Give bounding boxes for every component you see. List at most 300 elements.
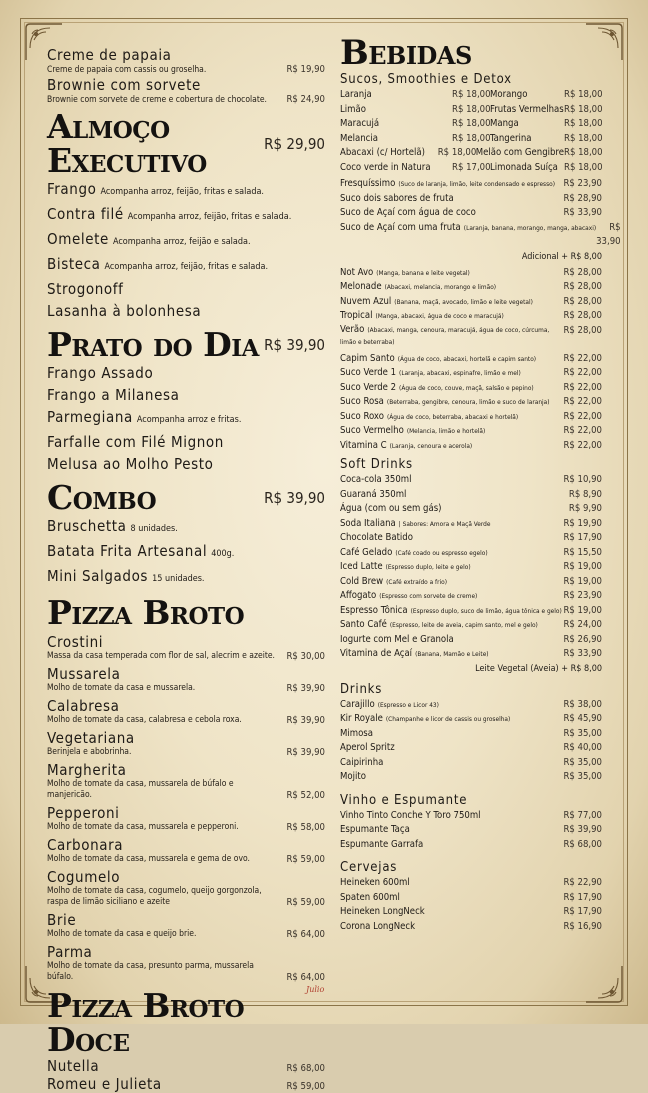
pizza-desc: Molho de tomate da casa e queijo brie. — [47, 929, 197, 939]
smoothie-item — [340, 266, 602, 281]
drink-item-name: Espumante Taça — [340, 824, 410, 835]
drink-item-cell — [340, 741, 560, 756]
right-column — [340, 33, 621, 934]
drink-item-cell — [340, 502, 560, 517]
pizza-section — [47, 593, 325, 983]
menu-item — [47, 278, 325, 300]
drink-item-name: Vitamina de Açaí — [340, 648, 413, 659]
juice-name: Frutas Vermelhas — [490, 103, 564, 115]
drink-item-cell — [340, 352, 560, 367]
juice-price: R$ 18,00 — [564, 132, 603, 144]
vinho-section — [340, 793, 602, 853]
juice-price: R$ 17,00 — [452, 161, 491, 173]
juice-cell — [490, 103, 602, 118]
juice-cell — [340, 132, 490, 147]
pizza-name: Parma — [47, 943, 93, 961]
section-header — [47, 325, 325, 364]
drink-item — [340, 770, 602, 785]
pizza-row — [47, 747, 325, 758]
drink-item-name: Café Gelado — [340, 546, 393, 558]
drink-item-desc: (Espresso duplo, suco de limão, água tônica e gelo) — [410, 606, 562, 615]
drink-item-price: R$ 22,90 — [563, 877, 602, 888]
menu-item-name: Contra filé — [47, 205, 124, 223]
juice-name: Coco verde in Natura — [340, 161, 431, 173]
drink-item-price: R$ 8,90 — [568, 488, 602, 500]
juice-name: Melão com Gengibre — [475, 147, 564, 158]
menu-item-row — [47, 64, 325, 76]
drink-item-name: Iogurte com Mel e Granola — [340, 633, 454, 645]
pizza-desc: Molho de tomate da casa, mussarela e pepperoni. — [47, 822, 239, 832]
drink-item — [340, 876, 602, 891]
drink-item — [340, 838, 602, 853]
detox-item — [340, 395, 602, 410]
drink-item — [340, 809, 602, 824]
drink-item-price: R$ 68,00 — [563, 838, 602, 850]
drink-item-price: R$ 19,90 — [563, 517, 602, 529]
drink-item-price: R$ 28,00 — [563, 295, 602, 307]
drink-item-desc: (Espresso duplo, leite e gelo) — [385, 563, 471, 571]
drink-item-desc: (Laranja, banana, morango, manga, abacaxi) — [463, 223, 597, 232]
pizza-price: R$ 39,90 — [286, 715, 325, 726]
pizza-desc: Molho de tomate da casa, mussarela e gema de ovo. — [47, 854, 250, 864]
drink-item-name: Aperol Spritz — [340, 742, 395, 753]
menu-item-name: Batata Frita Artesanal — [47, 542, 208, 560]
add-on-note: Adicional + R$ 8,00 — [521, 251, 602, 262]
dessert-pizza-name: Nutella — [47, 1057, 100, 1075]
menu-item-price: R$ 19,90 — [286, 64, 325, 75]
juice-name: Maracujá — [340, 118, 380, 129]
subsection-title: Sucos, Smoothies e Detox — [340, 72, 512, 87]
drink-item-cell — [340, 905, 560, 920]
menu-item-name: Lasanha à bolonhesa — [47, 302, 202, 320]
section-price: R$ 29,90 — [264, 135, 325, 153]
drink-item-cell — [340, 698, 560, 713]
soft-section — [340, 457, 602, 676]
drink-item-price: R$ 35,00 — [563, 771, 602, 782]
section-title: Pizza Broto — [47, 593, 245, 632]
juice-cell — [490, 161, 602, 176]
drink-item-price: R$ 17,90 — [563, 532, 602, 543]
pizza-name: Mussarela — [47, 665, 121, 683]
drink-item-name: Heineken LongNeck — [340, 906, 425, 917]
menu-item-desc: 8 unidades. — [130, 524, 178, 534]
menu-item-name: Frango a Milanesa — [47, 386, 180, 404]
drink-item-cell — [340, 424, 560, 439]
drink-item-cell — [340, 280, 560, 295]
drink-item — [340, 546, 602, 561]
pizza-row — [47, 929, 325, 940]
menu-item-desc: Acompanha arroz, feijão, fritas e salada. — [104, 262, 269, 272]
detox-item — [340, 381, 602, 396]
pizza-name: Calabresa — [47, 697, 120, 715]
menu-item — [47, 406, 325, 431]
drink-item-name: Água (com ou sem gás) — [340, 503, 442, 514]
drink-item-cell — [340, 531, 560, 546]
pizza-row — [47, 715, 325, 726]
drink-item-cell — [340, 517, 560, 532]
juice-list — [340, 177, 621, 264]
juice-price: R$ 18,00 — [564, 147, 603, 158]
drink-item-price: R$ 19,00 — [563, 575, 602, 587]
pizza-desc: Molho de tomate da casa, cogumelo, queijo gorgonzola, raspa de limão siciliano e azeite — [47, 886, 262, 907]
juice-cell — [490, 117, 602, 132]
drink-item-desc: (Champanhe e licor de cassis ou groselha) — [385, 715, 511, 723]
drink-item-name: Spaten 600ml — [340, 891, 400, 903]
pizza-price: R$ 52,00 — [286, 790, 325, 801]
juice-cell — [476, 146, 602, 161]
juice-pair-row — [340, 88, 602, 103]
drink-item-cell — [340, 823, 560, 838]
drink-item-name: Fresquíssimo — [340, 178, 396, 189]
drinks-title: Bebidas — [340, 33, 472, 73]
pizza-row — [47, 886, 325, 908]
drink-item — [340, 177, 602, 192]
pizza-desc: Molho de tomate da casa, mussarela de búfalo e manjericão. — [47, 779, 234, 800]
drink-item-name: Soda Italiana — [340, 517, 396, 529]
pizza-name: Pepperoni — [47, 804, 120, 822]
drink-item-name: Suco Rosa — [340, 396, 384, 407]
detox-item — [340, 366, 602, 381]
drink-item-price: R$ 17,90 — [563, 906, 602, 917]
drink-item-name: Suco de Açaí com uma fruta — [340, 221, 461, 233]
drink-item-price: R$ 28,00 — [563, 281, 602, 292]
section-title: Combo — [47, 478, 157, 517]
drink-item-desc: (Abacaxi, manga, cenoura, maracujá, água de coco, cúrcuma, limão e beterraba) — [340, 325, 550, 346]
drink-item-desc: (Melancia, limão e hortelã) — [406, 427, 486, 435]
drink-item-price: R$ 22,00 — [563, 396, 602, 407]
drink-item — [340, 575, 602, 590]
pizza-desc: Molho de tomate da casa e mussarela. — [47, 683, 196, 693]
menu-item-name: Bruschetta — [47, 517, 127, 535]
drink-item-name: Chocolate Batido — [340, 532, 413, 543]
pizza-price: R$ 39,90 — [286, 747, 325, 758]
drink-item-name: Caipirinha — [340, 756, 384, 768]
drink-item-name: Not Avo — [340, 266, 374, 278]
drink-item-price: R$ 38,00 — [563, 698, 602, 710]
detox-item — [340, 424, 602, 439]
drink-item — [340, 488, 602, 503]
juice-name: Abacaxi (c/ Hortelã) — [340, 147, 425, 158]
menu-item-name: Omelete — [47, 230, 109, 248]
menu-item-row — [47, 94, 325, 106]
dessert-pizza-name: Romeu e Julieta — [47, 1075, 162, 1093]
drink-item-price: R$ 22,00 — [563, 425, 602, 436]
drink-item-name: Guaraná 350ml — [340, 488, 407, 500]
drink-item-desc: (Banana, Mamão e Leite) — [415, 650, 489, 658]
menu-item-price: R$ 24,90 — [286, 94, 325, 105]
drink-item-desc: (Espresso com sorvete de creme) — [379, 592, 478, 600]
pizza-desc: Molho de tomate da casa, presunto parma, mussarela búfalo. — [47, 961, 254, 982]
drink-item-price: R$ 33,90 — [596, 221, 621, 247]
juice-cell — [340, 103, 490, 118]
juice-price: R$ 18,00 — [564, 103, 603, 115]
pizza-price: R$ 30,00 — [286, 651, 325, 662]
juice-price: R$ 18,00 — [452, 132, 491, 144]
section-header — [47, 107, 325, 180]
drink-item-price: R$ 24,00 — [563, 619, 602, 630]
drink-item-name: Tropical — [340, 310, 373, 321]
drink-item-cell — [340, 809, 560, 824]
menu-item-name: Creme de papaia — [47, 46, 172, 64]
left-column — [47, 46, 325, 1093]
menu-item-name: Strogonoff — [47, 280, 124, 298]
drink-item — [340, 618, 602, 633]
juice-name: Laranja — [340, 89, 372, 100]
drink-item — [340, 502, 602, 517]
menu-item-name: Frango — [47, 180, 97, 198]
drink-item-price: R$ 28,00 — [563, 266, 602, 278]
pizza-row — [47, 779, 325, 801]
drink-item-cell — [340, 192, 560, 207]
juice-cell — [340, 161, 490, 176]
drink-item-cell — [340, 876, 560, 891]
drink-item-name: Suco Verde 2 — [340, 381, 397, 393]
drink-item — [340, 221, 621, 250]
prato-section — [47, 325, 325, 475]
menu-item-desc: Acompanha arroz, feijão e salada. — [112, 237, 251, 247]
drink-item-name: Vitamina C — [340, 439, 387, 451]
drink-item — [340, 206, 602, 221]
drink-item-name: Suco Vermelho — [340, 425, 404, 436]
drink-item-name: Coca-cola 350ml — [340, 474, 412, 485]
drink-item-desc: (Espresso e Licor 43) — [377, 700, 439, 709]
drink-item-price: R$ 28,90 — [563, 192, 602, 204]
pizza-price: R$ 59,00 — [286, 854, 325, 865]
drink-item-price: R$ 22,00 — [563, 381, 602, 393]
drink-item-name: Verão — [340, 323, 365, 335]
drink-item — [340, 698, 602, 713]
menu-item — [47, 178, 325, 203]
juice-cell — [490, 132, 602, 147]
drink-item-price: R$ 16,90 — [563, 920, 602, 932]
menu-item-name: Parmegiana — [47, 408, 133, 426]
drink-item-name: Suco de Açaí com água de coco — [340, 207, 476, 218]
menu-item-name: Farfalle com Filé Mignon — [47, 433, 224, 451]
menu-item-name: Melusa ao Molho Pesto — [47, 455, 214, 473]
drink-item-cell — [340, 295, 560, 310]
drink-item-price: R$ 77,00 — [563, 809, 602, 821]
add-on-note: Leite Vegetal (Aveia) + R$ 8,00 — [475, 663, 602, 674]
juice-pair-row — [340, 146, 602, 161]
drink-item-cell — [340, 618, 560, 633]
menu-item-name: Brownie com sorvete — [47, 76, 201, 94]
section-title: Pizza Broto Doce — [47, 986, 245, 1059]
drink-item-name: Suco Roxo — [340, 410, 384, 422]
drink-item-price: R$ 17,90 — [563, 891, 602, 903]
drink-item-cell — [340, 633, 560, 648]
drink-item — [340, 589, 602, 604]
pizza-price: R$ 64,00 — [286, 972, 325, 983]
drink-item-price: R$ 39,90 — [563, 824, 602, 835]
drink-item-name: Mimosa — [340, 727, 373, 739]
drink-item-price: R$ 15,50 — [563, 546, 602, 558]
drink-item-cell — [340, 712, 560, 727]
drink-item-price: R$ 35,00 — [563, 727, 602, 739]
dessert-pizza-row — [47, 1057, 325, 1075]
drink-item-desc: (Água de coco, couve, maçã, salsão e pepino) — [399, 383, 534, 392]
drink-item — [340, 756, 602, 771]
menu-item — [47, 515, 325, 540]
juice-name: Manga — [490, 118, 519, 129]
drink-item-cell — [340, 177, 560, 192]
drink-item-cell — [340, 439, 560, 454]
drink-item-price: R$ 23,90 — [563, 590, 602, 601]
menu-item — [47, 203, 325, 228]
drink-item-cell — [340, 920, 560, 935]
pizza-price: R$ 58,00 — [286, 822, 325, 833]
drink-item-desc: (Manga, abacaxi, água de coco e maracujá) — [375, 312, 504, 320]
juice-name: Limão — [340, 103, 366, 115]
signature: Julio — [306, 985, 325, 994]
section-title: Prato do Dia — [47, 325, 259, 364]
menu-item — [47, 253, 325, 278]
drink-item — [340, 905, 602, 920]
dessert-pizza-price: R$ 59,00 — [286, 1081, 325, 1092]
menu-item-desc: 15 unidades. — [152, 574, 205, 584]
drink-item-cell — [340, 727, 560, 742]
section-header — [47, 478, 325, 517]
drink-item-price: R$ 22,00 — [563, 367, 602, 378]
drink-item-desc: (Espresso, leite de aveia, capim santo, mel e gelo) — [389, 621, 538, 629]
smoothie-item — [340, 309, 602, 324]
juice-price: R$ 18,00 — [564, 89, 603, 100]
drink-item-cell — [340, 770, 560, 785]
drink-item-name: Cold Brew — [340, 575, 384, 587]
menu-item — [47, 565, 325, 590]
drink-item-desc: (Laranja, abacaxi, espinafre, limão e mel) — [399, 369, 521, 377]
drink-item-desc: (Banana, maçã, avocado, limão e leite vegetal) — [394, 297, 533, 306]
drink-item-cell — [340, 221, 596, 250]
menu-item — [47, 540, 325, 565]
pizza-row — [47, 854, 325, 865]
drink-item — [340, 727, 602, 742]
drink-item-price: R$ 10,90 — [563, 474, 602, 485]
drink-item-cell — [340, 560, 560, 575]
juice-cell — [340, 88, 490, 103]
drink-item-cell — [340, 575, 560, 590]
drink-item — [340, 647, 602, 662]
drink-item-price: R$ 26,90 — [563, 633, 602, 645]
drink-item-cell — [340, 756, 560, 771]
juice-price: R$ 18,00 — [452, 89, 491, 100]
drink-item-name: Kir Royale — [340, 713, 383, 724]
menu-item-desc: Acompanha arroz, feijão, fritas e salada. — [100, 187, 264, 197]
drink-item-name: Iced Latte — [340, 561, 383, 572]
drink-item — [340, 633, 602, 648]
menu-item-desc: Brownie com sorvete de creme e cobertura de chocolate. — [47, 95, 267, 105]
juice-pair-row — [340, 117, 602, 132]
drink-item — [340, 891, 602, 906]
drink-item-name: Suco Verde 1 — [340, 367, 397, 378]
juice-cell — [340, 117, 490, 132]
drink-item-name: Heineken 600ml — [340, 877, 410, 888]
pizza-name: Carbonara — [47, 836, 124, 854]
drink-item-price: R$ 22,00 — [563, 352, 602, 364]
juice-pair-row — [340, 161, 602, 176]
pizza-row — [47, 822, 325, 833]
drink-item-cell — [340, 488, 560, 503]
section-header — [47, 986, 325, 1059]
juice-price: R$ 18,00 — [452, 118, 491, 129]
menu-item-desc: Acompanha arroz e fritas. — [136, 415, 242, 425]
drink-item-price: R$ 40,00 — [563, 742, 602, 753]
drink-item-name: Espumante Garrafa — [340, 838, 424, 850]
menu-item — [47, 453, 325, 475]
menu-item — [47, 431, 325, 453]
pizza-name: Cogumelo — [47, 868, 121, 886]
drink-item — [340, 823, 602, 838]
drink-item-name: Santo Café — [340, 619, 387, 630]
drink-item-desc: | Sabores: Amora e Maçã Verde — [398, 519, 491, 528]
drink-item-price: R$ 19,00 — [563, 561, 602, 572]
menu-item — [47, 362, 325, 384]
juice-cell — [490, 88, 602, 103]
drink-item-price: R$ 33,90 — [563, 648, 602, 659]
juice-cell — [340, 146, 476, 161]
pizza-name: Brie — [47, 911, 77, 929]
drink-item-price: R$ 22,00 — [563, 439, 602, 451]
menu-item — [47, 300, 325, 322]
detox-item — [340, 410, 602, 425]
smoothie-item — [340, 324, 602, 348]
menu-item — [47, 384, 325, 406]
subsection-title: Drinks — [340, 681, 383, 697]
dessert-pizza-row — [47, 1075, 325, 1093]
drink-item-cell — [340, 309, 560, 324]
drink-item-cell — [340, 381, 560, 396]
drink-item-name: Espresso Tônica — [340, 604, 408, 616]
dessert-pizza-price: R$ 68,00 — [286, 1063, 325, 1074]
drink-item-name: Nuvem Azul — [340, 295, 392, 307]
combo-section — [47, 478, 325, 590]
drink-item — [340, 517, 602, 532]
drink-item-name: Melonade — [340, 281, 382, 292]
drink-item-cell — [340, 473, 560, 488]
drink-item-name: Affogato — [340, 590, 377, 601]
section-price: R$ 39,90 — [264, 336, 325, 354]
drink-item-name: Suco dois sabores de fruta — [340, 192, 454, 204]
drink-item — [340, 920, 602, 935]
drink-item-name: Capim Santo — [340, 352, 395, 364]
drink-item-cell — [340, 266, 560, 281]
cervejas-section — [340, 860, 602, 934]
drink-item-name: Carajillo — [340, 698, 375, 710]
drink-item — [340, 604, 602, 619]
pizza-row — [47, 683, 325, 694]
drink-item-price: R$ 22,00 — [563, 410, 602, 422]
drink-item — [340, 192, 602, 207]
juice-name: Melancia — [340, 132, 378, 144]
juice-price: R$ 18,00 — [437, 147, 477, 158]
drink-item-price: R$ 23,90 — [563, 178, 602, 189]
drink-item-desc: (Abacaxi, melancia, morango e limão) — [384, 283, 497, 291]
drink-item-cell — [340, 324, 560, 348]
menu-item-name: Bisteca — [47, 255, 101, 273]
drink-item — [340, 741, 602, 756]
menu-item-desc: 400g. — [211, 549, 235, 559]
almoco-section — [47, 107, 325, 322]
drink-item-desc: (Água de coco, beterraba, abacaxi e hortelã) — [386, 412, 519, 421]
pizza-row — [47, 961, 325, 983]
drink-item — [340, 531, 602, 546]
drink-item-cell — [340, 206, 560, 221]
menu-item-desc: Creme de papaia com cassis ou groselha. — [47, 65, 207, 75]
juice-price: R$ 18,00 — [452, 103, 491, 115]
pizza-desc: Molho de tomate da casa, calabresa e cebola roxa. — [47, 715, 242, 725]
subsection-title: Soft Drinks — [340, 457, 413, 472]
drink-item-price: R$ 9,90 — [568, 503, 602, 514]
drink-item-desc: (Água de coco, abacaxi, hortelã e capim santo) — [397, 354, 537, 363]
